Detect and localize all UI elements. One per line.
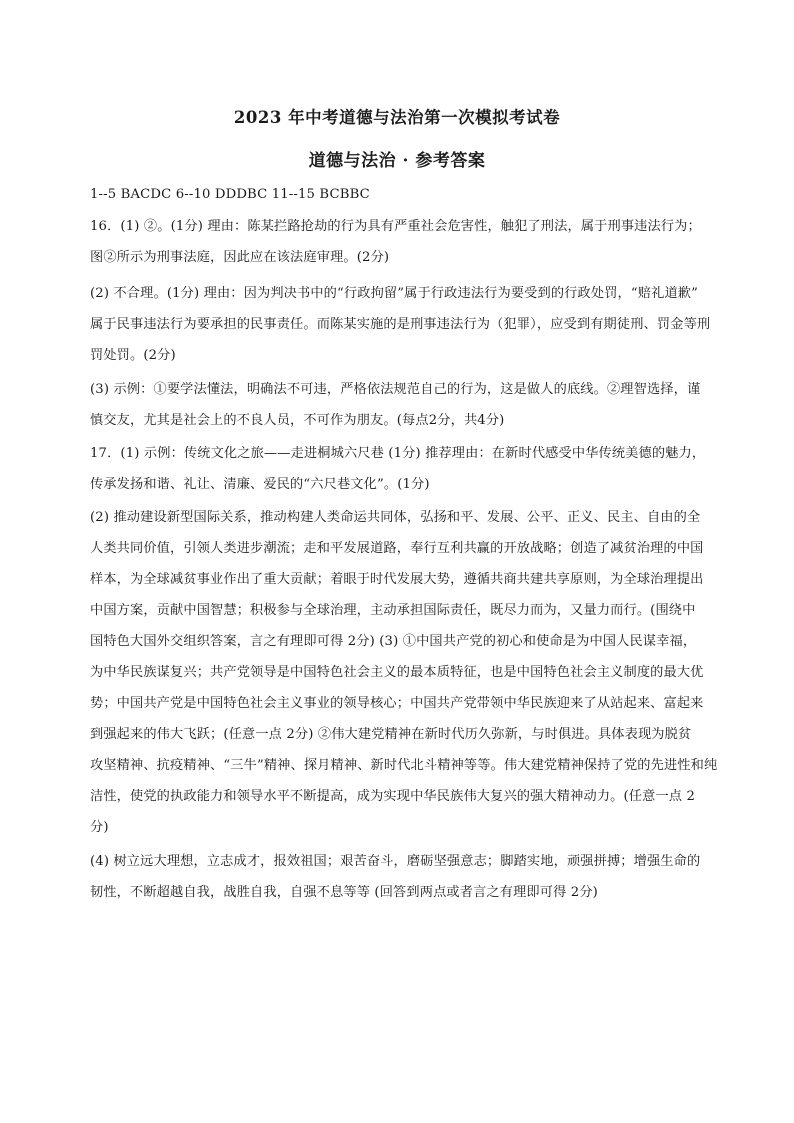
answer-line: 攻坚精神、抗疫精神、“三牛”精神、探月精神、新时代北斗精神等等。伟大建党精神保持了党的先进性和纯: [90, 758, 718, 773]
answer-line: 属于民事违法行为要承担的民事责任。而陈某实施的是刑事违法行为（犯罪），应受到有期徒刑、罚金等刑: [90, 317, 711, 332]
answer-line: 洁性，使党的执政能力和领导水平不断提高，成为实现中华民族伟大复兴的强大精神动力。(任意一点 2: [90, 789, 696, 804]
answer-line: 韧性，不断超越自我，战胜自我，自强不息等等 (回答到两点或者言之有理即可得 2分): [90, 885, 598, 900]
document-title: 2023 年中考道德与法治第一次模拟考试卷: [233, 108, 561, 127]
answer-line: 势；中国共产党是中国特色社会主义事业的领导核心；中国共产党带领中华民族迎来了从站起来、富起来: [90, 696, 704, 711]
answer-line: 分): [90, 820, 109, 835]
answer-line: 人类共同价值，引领人类进步潮流；走和平发展道路，奉行互利共赢的开放战略；创造了减贫治理的中国: [90, 541, 704, 556]
answer-line: (3) 示例：①要学法懂法，明确法不可违，严格依法规范自己的行为，这是做人的底线。②理智选择，谨: [90, 382, 701, 397]
answer-line: 中国方案，贡献中国智慧；积极参与全球治理，主动承担国际责任，既尽力而为，又量力而行。(围绕中: [90, 603, 696, 618]
answer-line: 到强起来的伟大飞跃；(任意一点 2分) ②伟大建党精神在新时代历久弥新，与时俱进。具体表现为脱贫: [90, 727, 692, 742]
answer-line: 16．(1) ②。(1分) 理由：陈某拦路抢劫的行为具有严重社会危害性，触犯了刑法，属于刑事违法行为；: [90, 219, 701, 234]
answer-line: (4) 树立远大理想，立志成才，报效祖国；艰苦奋斗，磨砺坚强意志；脚踏实地，顽强拼搏；增强生命的: [90, 854, 701, 869]
answer-line: 罚处罚。(2分): [90, 348, 176, 363]
answer-line: (2) 不合理。(1分) 理由：因为判决书中的“行政拘留”属于行政违法行为要受到的行政处罚，“赔礼道歉”: [90, 286, 699, 301]
answer-line: 国特色大国外交组织答案，言之有理即可得 2分) (3) ①中国共产党的初心和使命是为中国人民谋幸福，: [90, 634, 697, 649]
answer-line: 慎交友，尤其是社会上的不良人员，不可作为朋友。(每点2分，共4分): [90, 413, 505, 428]
answer-line-mc: 1--5 BACDC 6--10 DDDBC 11--15 BCBBC: [90, 187, 370, 202]
answer-line: 样本，为全球减贫事业作出了重大贡献；着眼于时代发展大势，遵循共商共建共享原则，为全球治理提出: [90, 572, 704, 587]
answer-line: (2) 推动建设新型国际关系，推动构建人类命运共同体，弘扬和平、发展、公平、正义、民主、自由的全: [90, 510, 701, 525]
document-subtitle: 道德与法治 · 参考答案: [308, 151, 486, 171]
answer-line: 为中华民族谋复兴；共产党领导是中国特色社会主义的最本质特征，也是中国特色社会主义制度的最大优: [90, 665, 704, 680]
answer-line: 17．(1) 示例：传统文化之旅——走进桐城六尺巷 (1分) 推荐理由：在新时代感受中华传统美德的魅力，: [90, 446, 706, 461]
answer-line: 传承发扬和谐、礼让、清廉、爱民的“六尺巷文化”。(1分): [90, 477, 430, 492]
answer-line: 图②所示为刑事法庭，因此应在该法庭审理。(2分): [90, 250, 390, 265]
